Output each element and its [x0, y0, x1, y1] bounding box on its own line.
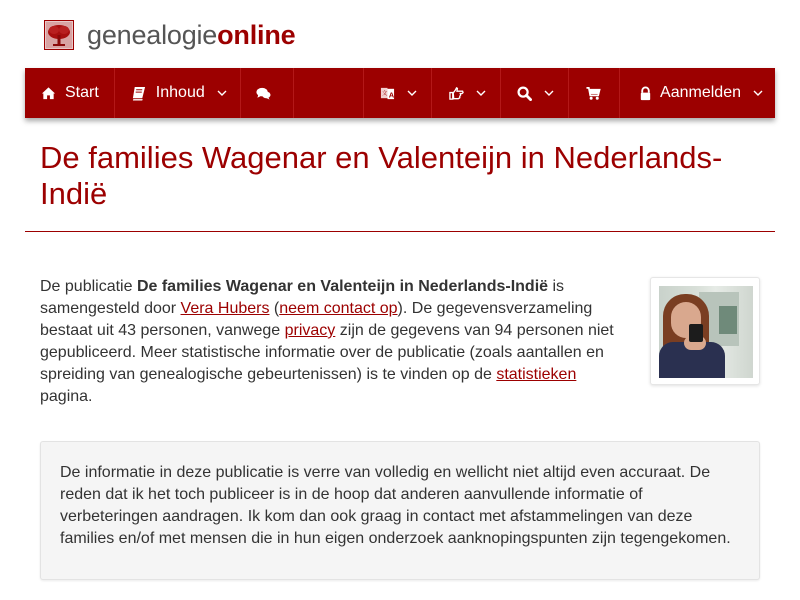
svg-text:A: A: [388, 89, 394, 99]
intro-text: zijn de gegevens van 94 personen niet gepubliceerd. Meer statistische informatie over de publicatie (zoals aantallen en spreiding van genealogische gebeurtenissen) is te vinden op de: [40, 322, 614, 383]
nav-forum[interactable]: [241, 68, 294, 118]
chevron-down-icon: [476, 88, 486, 98]
author-photo-image: [659, 286, 753, 378]
intro-text: pagina.: [40, 388, 93, 405]
privacy-link[interactable]: privacy: [284, 322, 336, 339]
nav-login-label: Aanmelden: [660, 84, 741, 101]
logo-text: genealogieonline: [87, 20, 296, 50]
publication-intro: [40, 276, 620, 408]
lock-icon: [637, 85, 653, 101]
nav-cart[interactable]: [569, 68, 620, 118]
chevron-down-icon: [753, 88, 763, 98]
nav-actions[interactable]: [432, 68, 501, 118]
book-icon: [131, 85, 147, 101]
nav-inhoud[interactable]: [115, 68, 241, 118]
hand-pointer-icon: [448, 85, 464, 101]
intro-text: is samengesteld door: [40, 278, 565, 317]
intro-text: ). De gegevensverzameling bestaat uit 43 personen, vanwege: [40, 300, 593, 339]
comments-icon: [256, 85, 272, 101]
main-navbar: [25, 68, 775, 118]
nav-login[interactable]: [620, 68, 775, 118]
author-photo[interactable]: [650, 277, 760, 385]
nav-search[interactable]: [501, 68, 569, 118]
chevron-down-icon: [544, 88, 554, 98]
contact-link[interactable]: neem contact op: [279, 300, 398, 317]
home-icon: [40, 85, 56, 101]
statistics-link[interactable]: statistieken: [496, 366, 577, 383]
disclaimer-text: De informatie in deze publicatie is verre van volledig en wellicht niet altijd even accuraat. De reden dat ik het toch publiceer is in de hoop dat anderen aanvullende informatie of verbeteringen aandragen. Ik kom dan ook graag in contact met afstammelingen van deze families en/of met mensen die in hun eigen onderzoek aanknopingspunten zijn tegengekomen.: [60, 464, 731, 547]
intro-text: De publicatie: [40, 278, 137, 295]
cart-icon: [585, 85, 601, 101]
author-link[interactable]: Vera Hubers: [180, 300, 270, 317]
chevron-down-icon: [407, 88, 417, 98]
svg-text:文: 文: [381, 90, 388, 97]
intro-text: (: [269, 300, 280, 317]
title-divider: [25, 231, 775, 232]
nav-language[interactable]: [364, 68, 432, 118]
disclaimer-note: [40, 441, 760, 580]
nav-start[interactable]: [25, 68, 115, 118]
page-title: De families Wagenar en Valenteijn in Nederlands-Indië: [40, 140, 723, 211]
nav-inhoud-label: Inhoud: [155, 84, 205, 101]
tree-icon: [44, 20, 74, 50]
nav-start-label: Start: [65, 84, 99, 101]
chevron-down-icon: [217, 88, 227, 98]
nav-spacer: [294, 68, 364, 118]
translate-icon: [379, 85, 395, 101]
site-logo[interactable]: [44, 20, 295, 50]
search-icon: [516, 85, 532, 101]
publication-name: De families Wagenar en Valenteijn in Nederlands-Indië: [136, 278, 549, 295]
